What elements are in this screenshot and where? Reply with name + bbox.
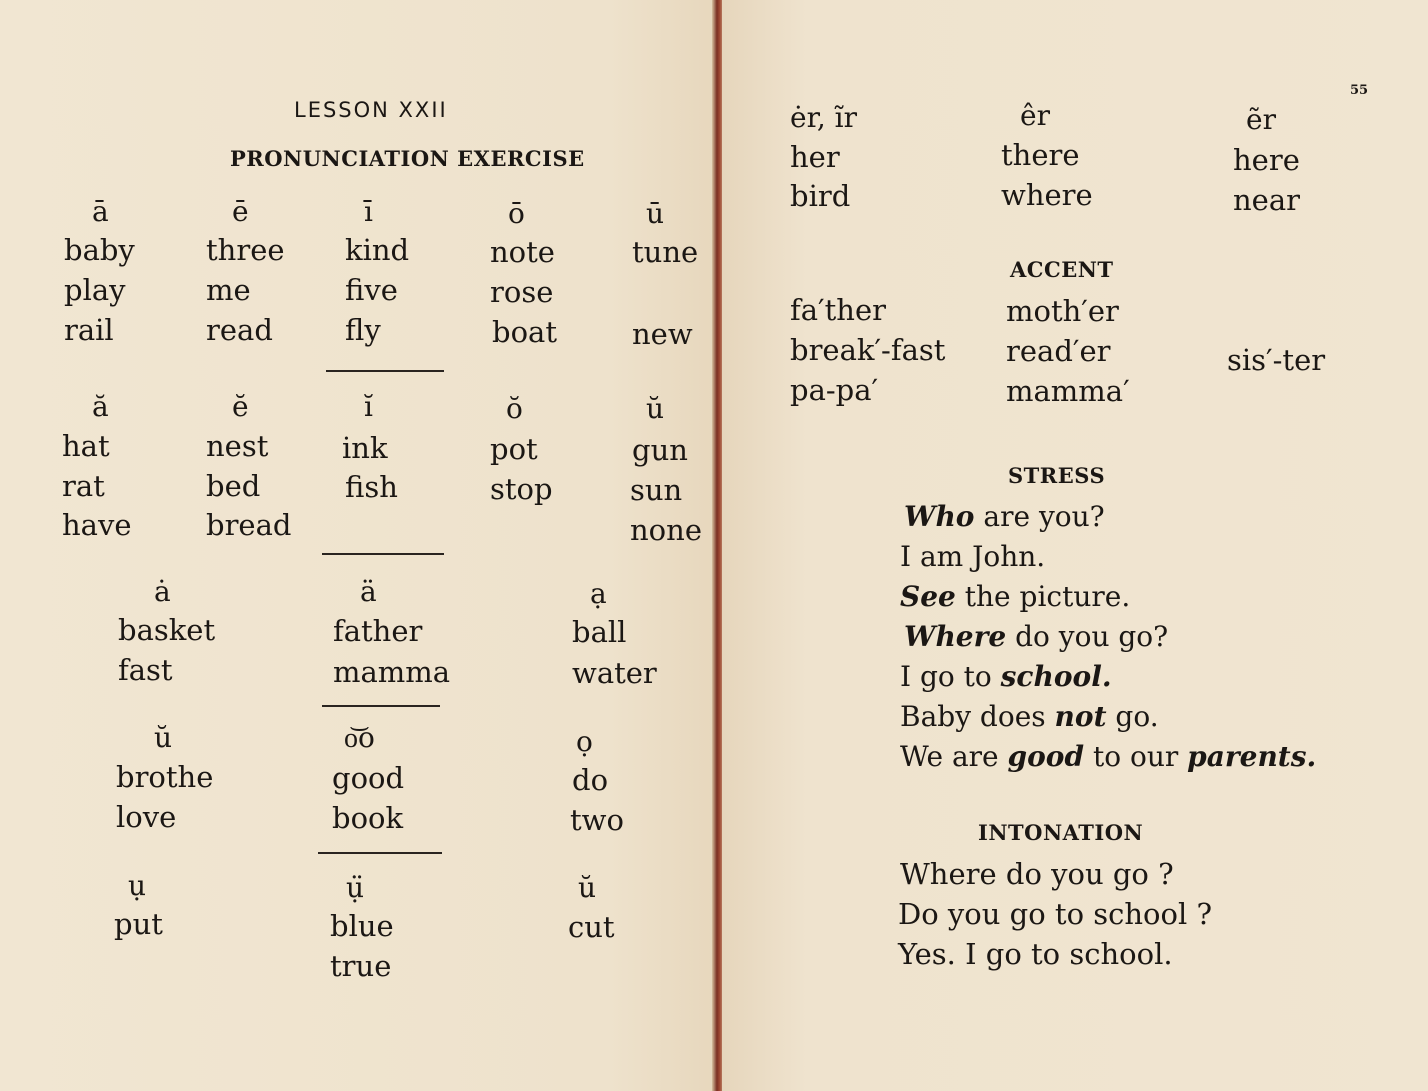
divider (322, 705, 440, 707)
word: break′-fast (790, 333, 946, 367)
word: cut (568, 910, 615, 944)
stress-line: See the picture. (900, 580, 1131, 613)
word: read′er (1006, 334, 1111, 368)
word: ball (572, 615, 627, 649)
word: bird (790, 179, 851, 213)
word: put (114, 907, 163, 941)
symbol-oo: o͝o (344, 721, 375, 754)
section-title: PRONUNCIATION EXERCISE (230, 146, 585, 171)
intonation-line: Where do you go ? (900, 857, 1174, 891)
word: there (1001, 138, 1080, 172)
stress-line: Who are you? (904, 500, 1105, 533)
symbol-u-diaeresis-below: ụ̈ (346, 871, 365, 904)
symbol-short-e: ĕ (232, 390, 249, 423)
page-number: 55 (1350, 83, 1369, 98)
word: brothe (116, 760, 214, 794)
word: love (116, 800, 177, 834)
intonation-line: Do you go to school ? (898, 897, 1213, 931)
word: fa′ther (790, 293, 886, 327)
stress-line: We are good to our parents. (900, 740, 1317, 773)
stress-heading: STRESS (1008, 463, 1106, 488)
word: gun (632, 433, 688, 467)
symbol-short-u: ŭ (646, 392, 665, 425)
word: water (572, 656, 657, 690)
symbol-er-ir: ėr, ĩr (790, 101, 858, 134)
word: rail (64, 313, 114, 347)
stress-line: I am John. (900, 540, 1046, 573)
word: have (62, 508, 132, 542)
lesson-title: LESSON XXII (294, 98, 448, 122)
symbol-short-i: ĭ (364, 390, 373, 423)
word: mamma′ (1006, 374, 1130, 408)
word: good (332, 761, 405, 795)
intonation-line: Yes. I go to school. (898, 937, 1173, 971)
word: her (790, 140, 840, 174)
word: five (345, 273, 398, 307)
word: boat (492, 315, 557, 349)
word: fish (345, 470, 398, 504)
word: read (206, 313, 273, 347)
word: sun (630, 473, 683, 507)
word: new (632, 317, 693, 351)
symbol-a-umlaut: ä (360, 575, 377, 608)
word: rose (490, 275, 554, 309)
word: sis′-ter (1227, 343, 1326, 377)
word: baby (64, 233, 135, 267)
divider (318, 852, 442, 854)
symbol-a-dot: ȧ (154, 575, 171, 608)
symbol-u-breve: ŭ (154, 721, 173, 754)
word: mamma (333, 655, 451, 689)
symbol-a-dot-below: ạ (590, 577, 607, 610)
word: play (64, 273, 126, 307)
word: book (332, 801, 404, 835)
symbol-u-dot-below: ụ (128, 869, 147, 902)
word: fly (345, 313, 381, 347)
symbol-o-dot-below: ọ (576, 725, 593, 758)
word: rat (62, 469, 105, 503)
word: moth′er (1006, 294, 1119, 328)
divider (322, 553, 444, 555)
symbol-long-e: ē (232, 195, 249, 228)
divider (326, 370, 444, 372)
word: stop (490, 472, 553, 506)
word: basket (118, 613, 216, 647)
stress-line: Baby does not go. (900, 700, 1159, 733)
word: two (570, 803, 624, 837)
word: father (333, 614, 423, 648)
symbol-er-tilde: ẽr (1246, 103, 1276, 136)
word: nest (206, 429, 269, 463)
intonation-heading: INTONATION (978, 820, 1144, 845)
word: bed (206, 469, 261, 503)
word: blue (330, 909, 394, 943)
word: do (572, 763, 609, 797)
word: fast (118, 653, 173, 687)
word: none (630, 513, 702, 547)
word: true (330, 949, 392, 983)
symbol-long-u: ū (646, 197, 665, 230)
right-page (722, 0, 1428, 1091)
symbol-long-i: ī (364, 195, 373, 228)
word: ink (342, 431, 388, 465)
word: kind (345, 233, 410, 267)
word: tune (632, 235, 699, 269)
symbol-short-o: ŏ (506, 392, 523, 425)
word: note (490, 235, 555, 269)
stress-line: Where do you go? (904, 620, 1169, 653)
word: bread (206, 508, 292, 542)
word: near (1233, 183, 1300, 217)
word: pa-pa′ (790, 373, 879, 407)
symbol-u-breve-cut: ŭ (578, 871, 597, 904)
symbol-short-a: ă (92, 390, 109, 423)
symbol-long-a: ā (92, 195, 109, 228)
word: hat (62, 429, 110, 463)
stress-line: I go to school. (900, 660, 1112, 693)
accent-heading: ACCENT (1010, 257, 1114, 282)
symbol-long-o: ō (508, 197, 525, 230)
word: pot (490, 432, 538, 466)
word: me (206, 273, 251, 307)
symbol-er-circumflex: êr (1020, 99, 1050, 132)
word: where (1001, 178, 1093, 212)
word: three (206, 233, 285, 267)
word: here (1233, 143, 1300, 177)
